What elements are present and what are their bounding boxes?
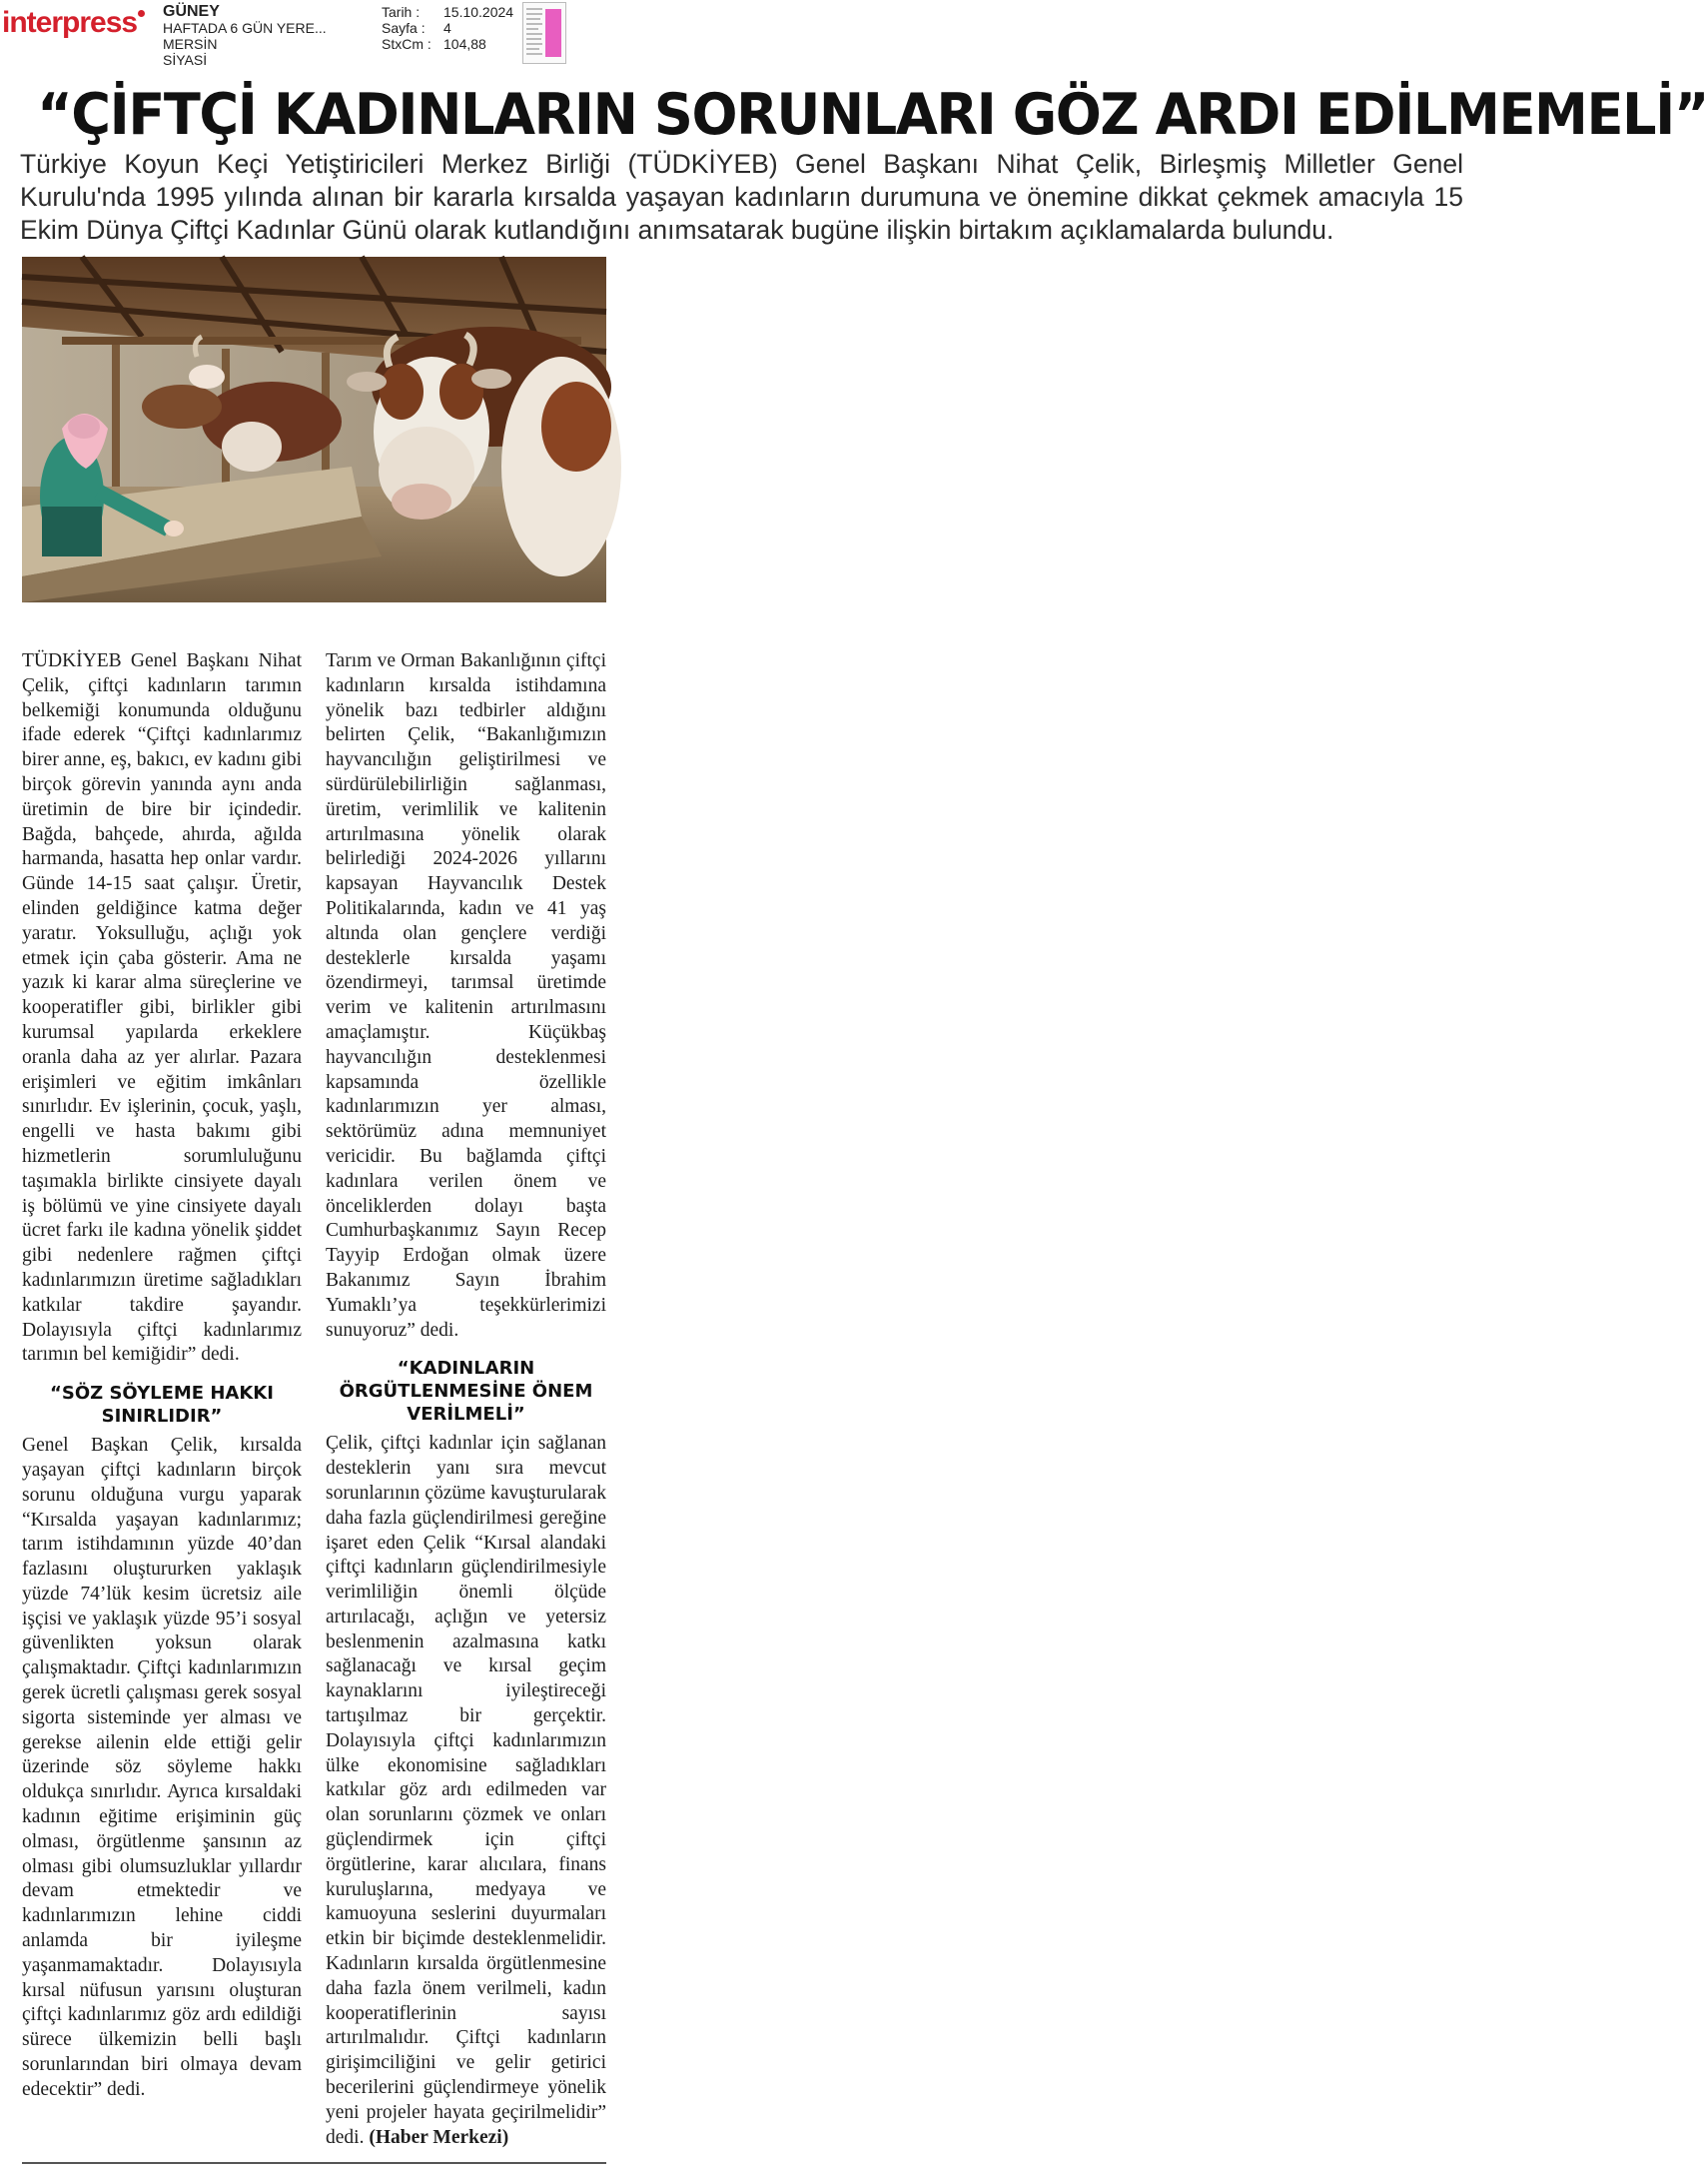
article-lead: Türkiye Koyun Keçi Yetiştiricileri Merkez Birliği (TÜDKİYEB) Genel Başkanı Nihat Çelik, Birleşmiş Milletler Genel Kurulu'nda 1995 yılında alınan bir kararla kırsalda yaşayan kadınların durumuna ve önemine dikkat çekmek amacıyla 15 Ekim Dünya Çiftçi Kadınlar Günü olarak kutlandığını anımsatarak bugüne ilişkin birtakım açıklamalarda bulundu. [20, 149, 1463, 245]
interpress-logo: interpress [2, 6, 145, 40]
article-headline: “ÇİFTÇİ KADINLARIN SORUNLARI GÖZ ARDI EDİLMEMELİ” [37, 82, 1708, 148]
body-paragraph: TÜDKİYEB Genel Başkanı Nihat Çelik, çiftçi kadınların tarımın belkemiği konumunda olduğunu ifade ederek “Çiftçi kadınlarımız birer anne, eş, bakıcı, ev kadını gibi birçok görevin yanında aynı anda üretimin de bire bir içindedir. Bağda, bahçede, ahırda, ağılda harmanda, hasatta hep onlar vardır. Günde 14-15 saat çalışır. Üretir, elinden geldiğince katma değer yaratır. Yoksulluğu, açlığı yok etmek için çaba gösterir. Ama ne yazık ki karar alma süreçlerine ve kooperatifler gibi, birlikler gibi kurumsal yapılarda erkeklere oranla daha az yer alırlar. Pazara erişimleri ve eğitim imkânları sınırlıdır. Ev işlerinin, çocuk, yaşlı, engelli ve hasta bakımı gibi hizmetlerin sorumluluğunu taşımakla birlikte cinsiyete dayalı iş bölümü ve yine cinsiyete dayalı ücret farkı ile kadına yönelik şiddet gibi nedenlere rağmen çiftçi kadınlarımızın üretime sağladıkları katkılar takdire şayandır. Dolayısıyla çiftçi kadınlarımız tarımın bel kemiğidir” dedi. [22, 650, 302, 1366]
publication-name: GÜNEY [163, 3, 220, 20]
meta-label: Tarih : [382, 4, 421, 20]
byline: (Haber Merkezi) [369, 2126, 509, 2148]
publication-info [163, 4, 327, 68]
subheading: “KADINLARIN ÖRGÜTLENMESİNE ÖNEM VERİLMELİ” [339, 1358, 593, 1426]
meta-label: Sayfa : [382, 20, 426, 36]
body-text: Çelik, çiftçi kadınlar için sağlanan desteklerin yanı sıra mevcut sorunlarının çözüme kavuşturularak daha fazla güçlendirilmesi gereğine işaret eden Çelik “Kırsal alandaki çiftçi kadınların güçlendirilmesiyle verimliliğin önemli ölçüde artırılacağı, açlığın ve yetersiz beslenmenin azalmasına katkı sağlanacağı ve kırsal geçim kaynaklarını iyileştireceği tartışılmaz bir gerçektir. Dolayısıyla çiftçi kadınlarımızın ülke ekonomisine sağladıkları katkılar göz ardı edilmeden var olan sorunlarını çözmek ve onları güçlendirmek için çiftçi örgütlerine, karar alıcılara, finans kuruluşlarına, medyaya ve kamuoyuna seslerini duyurmaları etkin bir biçimde desteklenmelidir. Kadınların kırsalda örgütlenmesine daha fazla önem verilmeli, kadın kooperatiflerinin sayısı artırılmalıdır. Çiftçi kadınların girişimciliğini ve gelir getirici becerilerini güçlendirmeye yönelik yeni projeler hayata geçirilmelidir” dedi. [326, 1433, 606, 2148]
subheading: “SÖZ SÖYLEME HAKKI SINIRLIDIR” [50, 1383, 274, 1428]
meta-label: StxCm : [382, 36, 431, 52]
publication-frequency: HAFTADA 6 GÜN YERE... [163, 20, 327, 36]
article-column-1 [22, 649, 302, 2103]
article-column-2 [326, 649, 606, 2150]
meta-date-row [382, 4, 513, 20]
publication-city: MERSİN [163, 36, 218, 52]
publication-category: SİYASİ [163, 52, 208, 68]
meta-value: 4 [443, 20, 451, 36]
body-paragraph [326, 1432, 606, 2150]
meta-value: 104,88 [443, 36, 486, 52]
body-paragraph: Genel Başkan Çelik, kırsalda yaşayan çiftçi kadınların birçok sorunu olduğuna vurgu yaparak “Kırsalda yaşayan kadınlarımız; tarım istihdamının yüzde 40’dan fazlasını oluştururken yaklaşık yüzde 74’lük kesim ücretsiz aile işçisi ve yaklaşık yüzde 95’i sosyal güvenlikten yoksun olarak çalışmaktadır. Çiftçi kadınlarımızın gerek ücretli çalışması gerek sosyal sigorta sisteminde yer alması ve gerekse ailenin elde ettiği gelir üzerinde söz söyleme hakkı oldukça sınırlıdır. Ayrıca kırsaldaki kadının eğitime erişiminin güç olması, örgütlenme şansının az olması gibi olumsuzluklar yıllardır devam etmektedir ve kadınlarımızın lehine ciddi anlamda bir iyileşme yaşanmamaktadır. Dolayısıyla kırsal nüfusun yarısını oluşturan çiftçi kadınlarımız göz ardı edildiği sürece ülkemizin belli başlı sorunlarından biri olmaya devam edecektir” dedi. [22, 1435, 302, 2100]
body-paragraph: Tarım ve Orman Bakanlığının çiftçi kadınların kırsalda istihdamına yönelik bazı tedbirler aldığını belirten Çelik, “Bakanlığımızın hayvancılığın geliştirilmesi ve sürdürülebilirliğin sağlanması, üretim, verimlilik ve kalitenin artırılmasına yönelik olarak belirlediği 2024-2026 yıllarını kapsayan Hayvancılık Destek Politikalarında, kadın ve 41 yaş altında olan gençlere verdiği desteklerle kırsalda yaşamı özendirmeyi, tarımsal üretimde verim ve kalitenin artırılmasını amaçlamıştır. Küçükbaş hayvancılığın desteklenmesi kapsamında özellikle kadınlarımızın yer alması, sektörümüz adına memnuniyet vericidir. Bu bağlamda çiftçi kadınlara verilen önem ve önceliklerden dolayı başta Cumhurbaşkanımız Sayın Recep Tayyip Erdoğan olmak üzere Bakanımız Sayın İbrahim Yumaklı’ya teşekkürlerimizi sunuyoruz” dedi. [326, 650, 606, 1341]
article-highlight [545, 9, 561, 57]
meta-value: 15.10.2024 [443, 4, 514, 20]
bottom-rule [22, 2162, 606, 2164]
meta-size-row [382, 36, 513, 52]
clipping-meta [382, 4, 513, 52]
meta-page-row [382, 20, 513, 36]
article-photo [22, 257, 606, 602]
page-thumbnail[interactable] [522, 2, 566, 64]
